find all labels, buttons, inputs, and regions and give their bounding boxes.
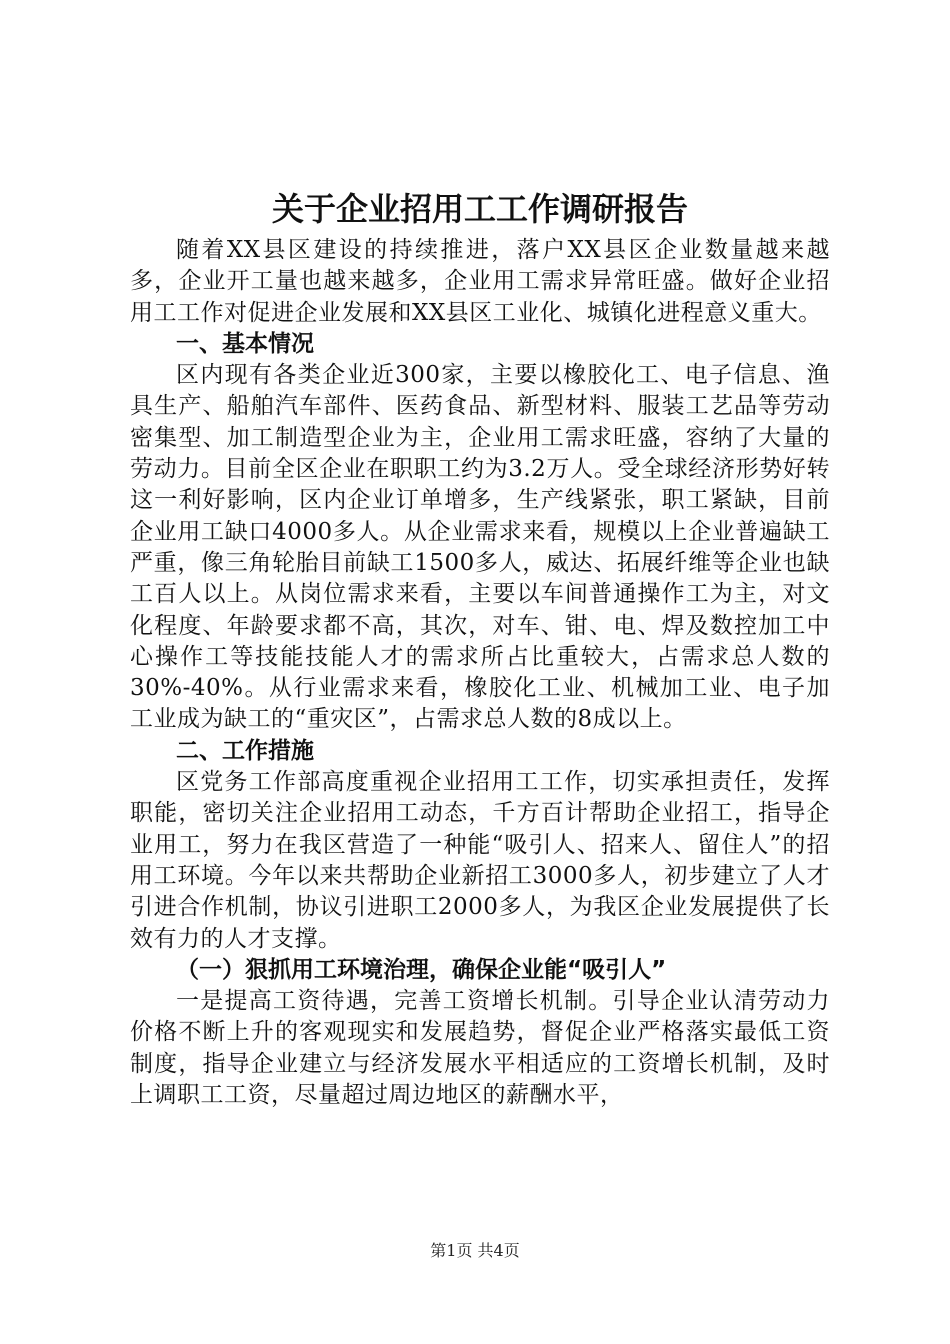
document-body — [130, 183, 830, 1111]
basic-situation-paragraph: 区内现有各类企业近300家，主要以橡胶化工、电子信息、渔具生产、船舶汽车部件、医药食品、新型材料、服装工艺品等劳动密集型、加工制造型企业为主，企业用工需求旺盛，容纳了大量的劳动力。目前全区企业在职职工约为3.2万人。受全球经济形势好转这一利好影响，区内企业订单增多，生产线紧张，职工紧缺，目前企业用工缺口4000多人。从企业需求来看，规模以上企业普遍缺工严重，像三角轮胎目前缺工1500多人，威达、拓展纤维等企业也缺工百人以上。从岗位需求来看，主要以车间普通操作工为主，对文化程度、年龄要求都不高，其次，对车、钳、电、焊及数控加工中心操作工等技能技能人才的需求所占比重较大，占需求总人数的30%-40%。从行业需求来看，橡胶化工业、机械加工业、电子加工业成为缺工的“重灾区”，占需求总人数的8成以上。 — [130, 362, 830, 733]
section-heading-basic-situation: 一、基本情况 — [176, 330, 314, 357]
intro-paragraph: 随着XX县区建设的持续推进，落户XX县区企业数量越来越多，企业开工量也越来越多，企业用工需求异常旺盛。做好企业招用工工作对促进企业发展和XX县区工业化、城镇化进程意义重大。 — [130, 237, 830, 326]
work-measures-paragraph: 区党务工作部高度重视企业招用工工作，切实承担责任，发挥职能，密切关注企业招用工动态，千方百计帮助企业招工，指导企业用工，努力在我区营造了一种能“吸引人、招来人、留住人”的招用工环境。今年以来共帮助企业新招工3000多人，初步建立了人才引进合作机制，协议引进职工2000多人，为我区企业发展提供了长效有力的人才支撑。 — [130, 769, 830, 952]
section-heading-work-measures: 二、工作措施 — [176, 737, 314, 764]
environment-paragraph: 一是提高工资待遇，完善工资增长机制。引导企业认清劳动力价格不断上升的客观现实和发展趋势，督促企业严格落实最低工资制度，指导企业建立与经济发展水平相适应的工资增长机制，及时上调职工工资，尽量超过周边地区的薪酬水平， — [130, 988, 830, 1109]
subsection-heading-environment: （一）狠抓用工环境治理，确保企业能“吸引人” — [176, 956, 667, 983]
document-title: 关于企业招用工工作调研报告 — [271, 190, 688, 228]
page-number-footer: 第1页 共4页 — [430, 1241, 520, 1260]
